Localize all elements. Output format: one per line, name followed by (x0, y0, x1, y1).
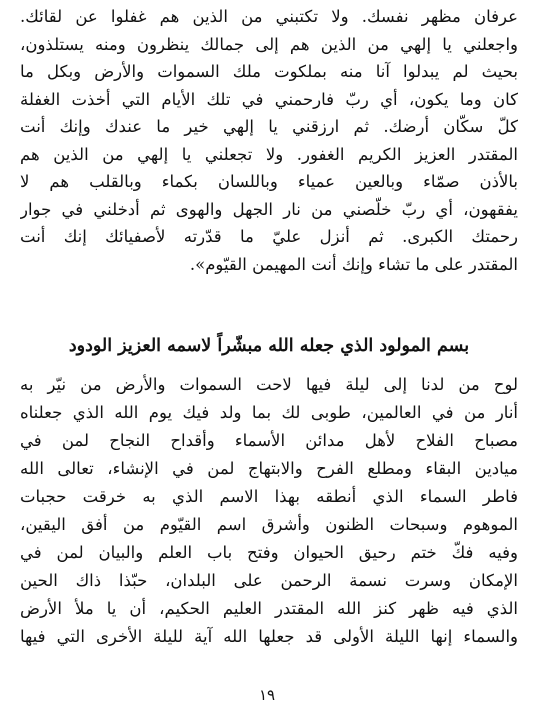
text-line: رحمتك الكبرى. ثم أنزل عليّ ما قدّرته لأصفيائك إنك أنت (20, 227, 518, 246)
text-line: كلّ سكّان أرضك. ثم ارزقني يا إلهي خير ما عندك وإنك أنت (20, 117, 518, 136)
page-number: ١٩ (258, 686, 276, 704)
text-line: المقتدر العزيز الكريم الغفور. ولا تجعلني يا إلهي من الذين هم (20, 144, 518, 164)
text-line: بالأذن صمّاء وبالعين عمياء وباللسان بكماء وبالقلب هم لا (20, 172, 518, 191)
prayer-paragraph (20, 3, 518, 278)
text-line: يفقهون، أي ربّ خلّصني من نار الجهل والهوى ثم أدخلني في جوار (20, 199, 518, 219)
text-line: فاطر السماء الذي أنطقه بهذا الاسم الذي به خرقت حجبات (20, 487, 518, 506)
text-line: واجعلني يا إلهي من الذين هم إلى جمالك ينظرون ومنه يستلذون، (20, 34, 518, 54)
text-line: كان وما يكون، أي ربّ فارحمني في تلك الأيام التي أخذت الغفلة (20, 89, 518, 109)
text-line: المقتدر على ما تشاء وإنك أنت المهيمن القيّوم». (189, 254, 518, 274)
text-line: ميادين البقاء ومطلع الفرح والابتهاج لمن في الإنشاء، تعالى الله (20, 459, 518, 478)
text-line: والسماء إنها الليلة الأولى قد جعلها الله آية لليلة الأخرى التي فيها (20, 627, 518, 646)
text-line: عرفان مظهر نفسك. ولا تكتبني من الذين هم غفلوا عن لقائك. (20, 7, 518, 26)
text-line: الذي فيه ظهر كنز الله المقتدر العليم الحكيم، أن يا ملأ الأرض (20, 599, 518, 618)
text-line: مصباح الفلاح لأهل مدائن الأسماء وأقداح النجاح لمن في (20, 431, 518, 450)
text-line: الموهوم وسبحات الظنون وأشرق اسم القيّوم من أفق اليقين، (20, 515, 518, 534)
section-heading: بسم المولود الذي جعله الله مبشّراً لاسمه العزيز الودود (68, 336, 470, 356)
text-line: الإمكان وسرت نسمة الرحمن على البلدان، حبّذا ذاك الحين (20, 571, 518, 590)
tablet-paragraph (20, 371, 518, 651)
text-line: أنار من في العالمين، طوبى لك بما ولد فيك يوم الله الذي جعلناه (20, 403, 518, 422)
text-line: لوح من لدنا إلى ليلة فيها لاحت السموات والأرض من نيّر به (20, 375, 518, 394)
text-line: بحيث لم يبدلوا آنا منه بملكوت ملك السموات والأرض وبكل ما (20, 62, 518, 81)
text-line: وفيه فكّ ختم رحيق الحيوان وفتح باب العلم والبيان لمن في (20, 543, 518, 562)
